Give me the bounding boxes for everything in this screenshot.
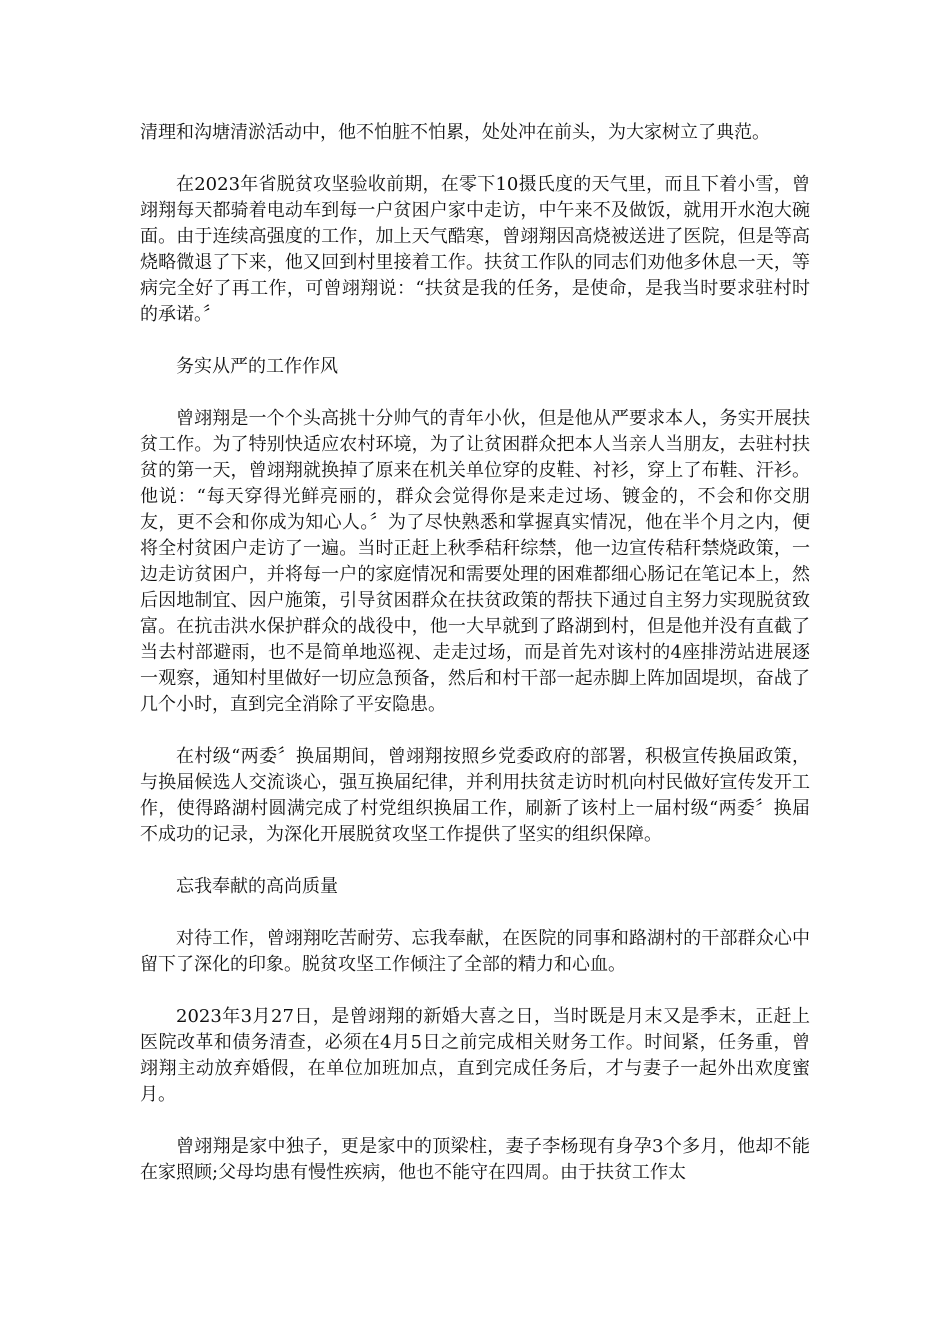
paragraph-continued: 清理和沟塘清淤活动中，他不怕脏不怕累，处处冲在前头，为大家树立了典范。 bbox=[140, 122, 770, 143]
paragraph-election: 在村级“两委〞换届期间，曾翊翔按照乡党委政府的部署，积极宣传换届政策，与换届候选人交流谈心，强互换届纪律，并利用扶贫走访时机向村民做好宣传发开工作，使得路湖村圆满完成了村党组织换届工作，刷新了该村上一届村级“两委〞换届不成功的记录，为深化开展脱贫攻坚工作提供了坚实的组织保障。 bbox=[140, 746, 810, 845]
document-body bbox=[140, 120, 810, 1212]
section-heading-work-style: 务实从严的工作作风 bbox=[176, 356, 338, 377]
paragraph-work-style: 曾翊翔是一个个头高挑十分帅气的青年小伙，但是他从严要求本人，务实开展扶贫工作。为了特别快适应农村环境，为了让贫困群众把本人当亲人当朋友，去驻村扶贫的第一天，曾翊翔就换掉了原来在机关单位穿的皮鞋、衬衫，穿上了布鞋、汗衫。他说：“每天穿得光鲜亮丽的，群众会觉得你是来走过场、镀金的，不会和你交朋友，更不会和你成为知心人。〞为了尽快熟悉和掌握真实情况，他在半个月之内，便将全村贫困户走访了一遍。当时正赶上秋季秸秆综禁，他一边宣传秸秆禁烧政策，一边走访贫困户，并将每一户的家庭情况和需要处理的困难都细心肠记在笔记本上，然后因地制宜、因户施策，引导贫困群众在扶贫政策的帮扶下通过自主努力实现脱贫致富。在抗击洪水保护群众的战役中，他一大早就到了路湖到村，但是他并没有直截了当去村部避雨，也不是简单地巡视、走走过场，而是首先对该村的4座排涝站进展逐一观察，通知村里做好一切应急预备，然后和村干部一起赤脚上阵加固堤坝，奋战了几个小时，直到完全消除了平安隐患。 bbox=[140, 408, 810, 715]
paragraph-wedding: 2023年3月27日，是曾翊翔的新婚大喜之日，当时既是月末又是季末，正赶上医院改革和债务清查，必须在4月5日之前完成相关财务工作。时间紧，任务重，曾翊翔主动放弃婚假，在单位加班加点，直到完成任务后，才与妻子一起外出欢度蜜月。 bbox=[140, 1006, 810, 1105]
paragraph-family: 曾翊翔是家中独子，更是家中的顶梁柱，妻子李杨现有身孕3个多月，他却不能在家照顾;父母均患有慢性疾病，他也不能守在四周。由于扶贫工作太 bbox=[140, 1136, 810, 1183]
paragraph-sick-work: 在2023年省脱贫攻坚验收前期，在零下10摄氏度的天气里，而且下着小雪，曾翊翔每天都骑着电动车到每一户贫困户家中走访，中午来不及做饭，就用开水泡大碗面。由于连续高强度的工作，加上天气酷寒，曾翊翔因高烧被送进了医院，但是等高烧略微退了下来，他又回到村里接着工作。扶贫工作队的同志们劝他多休息一天，等病完全好了再工作，可曾翊翔说：“扶贫是我的任务，是使命，是我当时要求驻村时的承诺。〞 bbox=[140, 174, 810, 325]
section-heading-dedication: 忘我奉献的高尚质量 bbox=[176, 876, 338, 897]
paragraph-dedication: 对待工作，曾翊翔吃苦耐劳、忘我奉献，在医院的同事和路湖村的干部群众心中留下了深化的印象。脱贫攻坚工作倾注了全部的精力和心血。 bbox=[140, 928, 810, 975]
